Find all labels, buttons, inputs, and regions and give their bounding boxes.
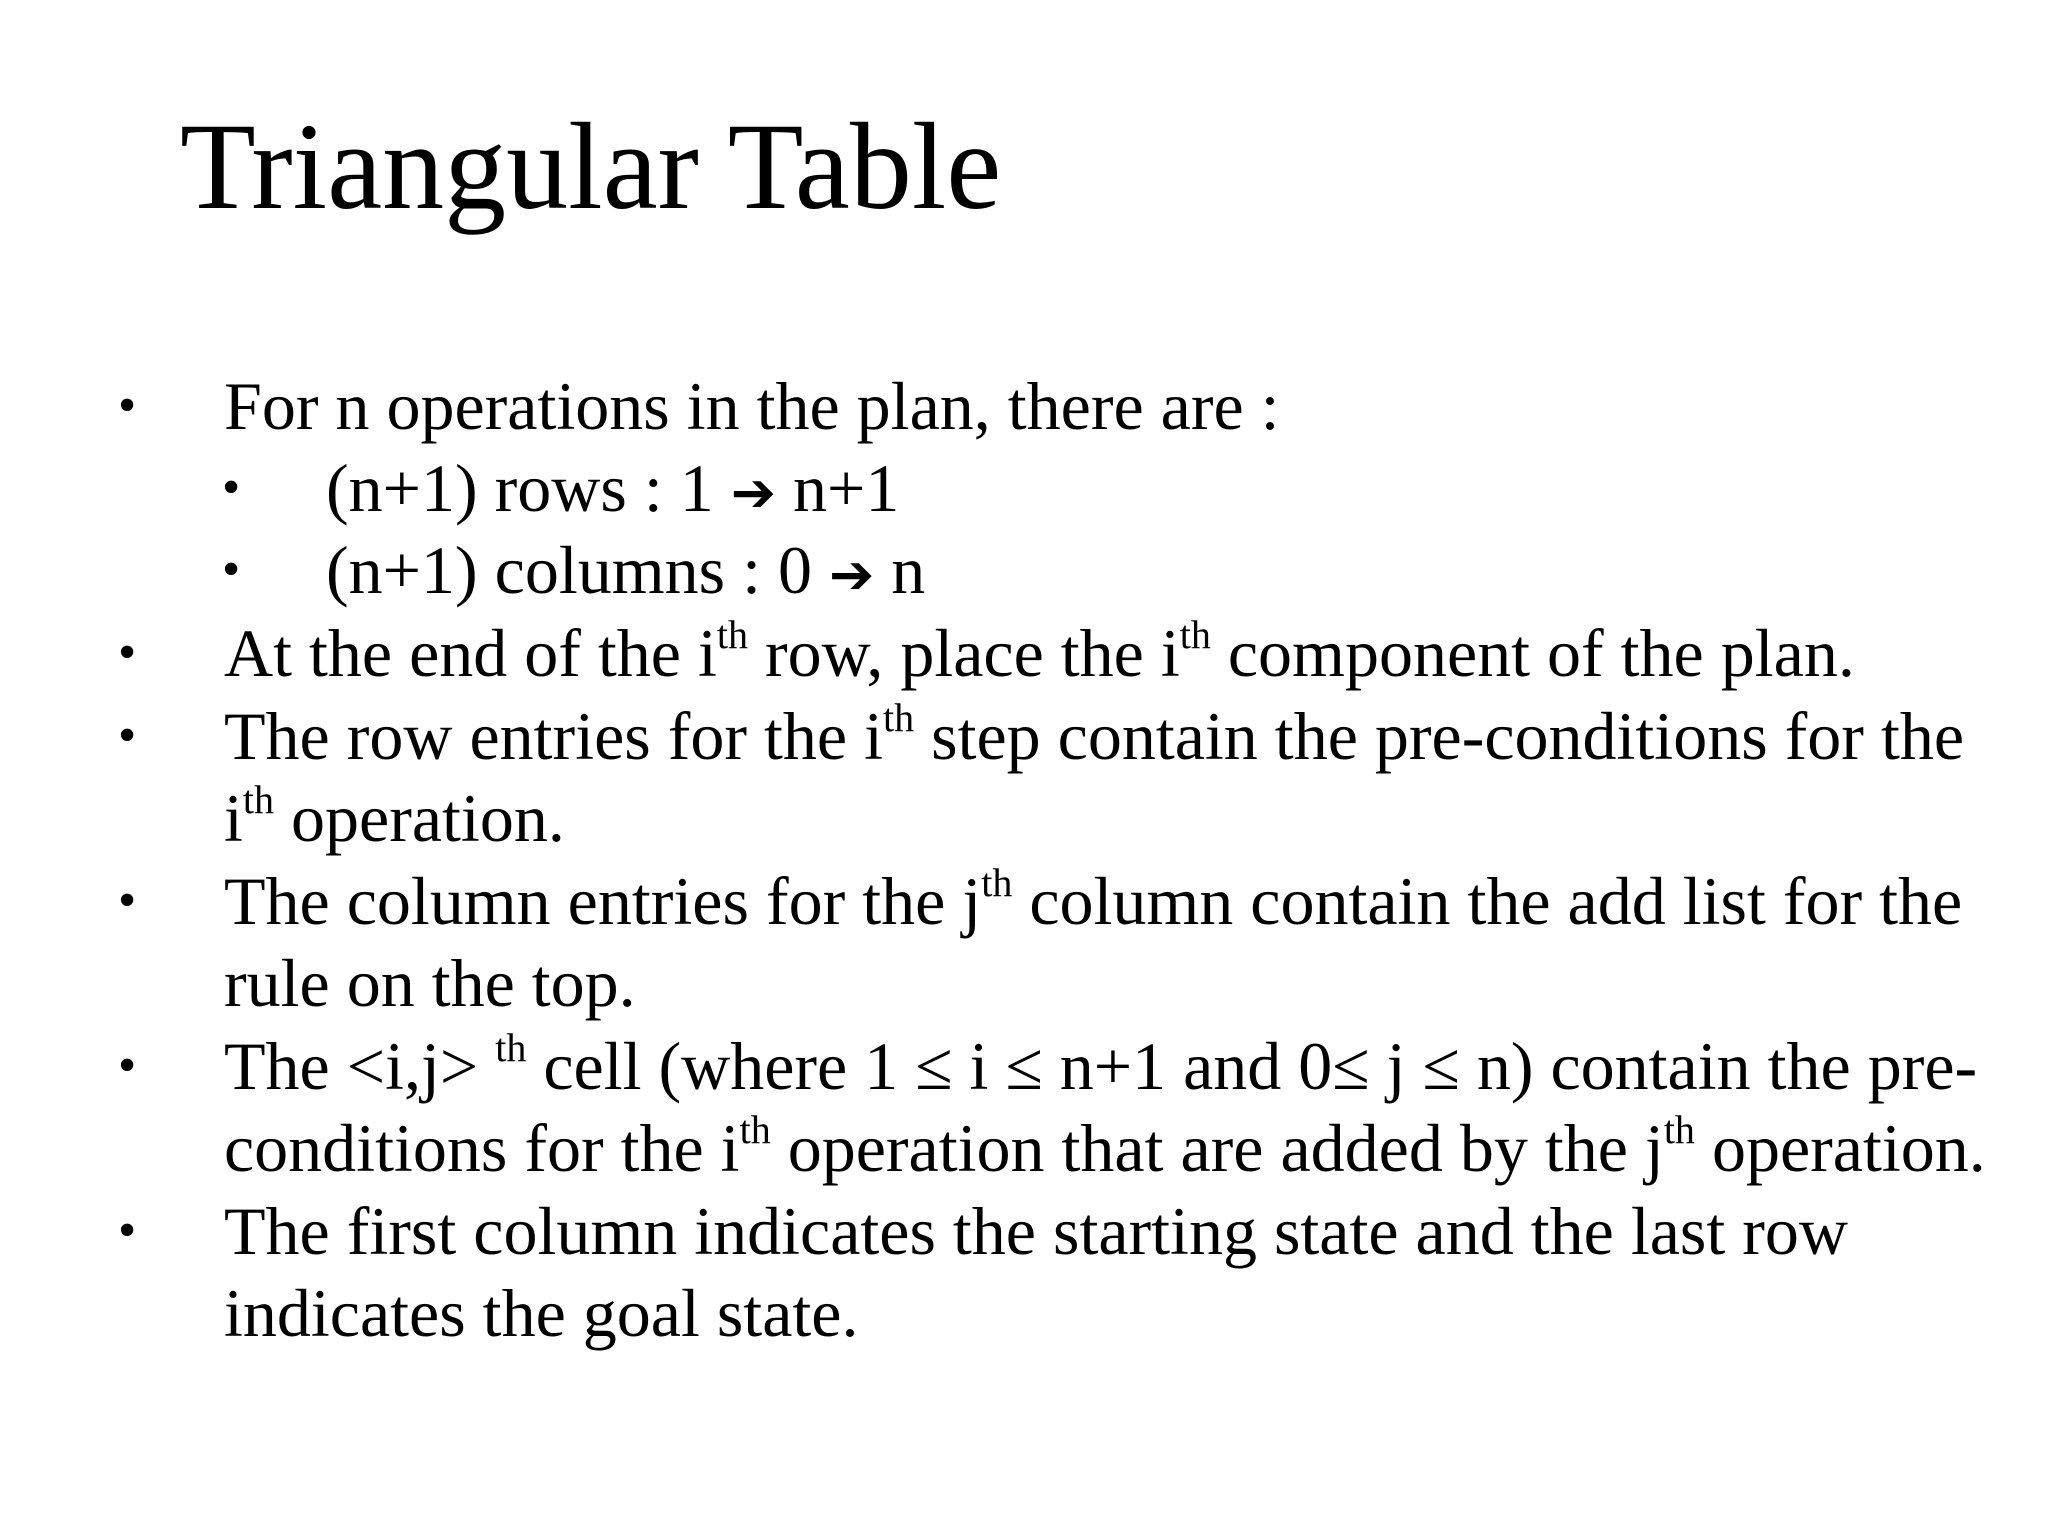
text-run: i xyxy=(224,780,243,856)
arrow-right-icon: ➔ xyxy=(730,461,776,524)
text-run: operation. xyxy=(274,780,565,856)
bullet-2-text xyxy=(224,612,1855,691)
sub-bullet-columns-left: (n+1) columns : 0 xyxy=(326,532,812,608)
text-run: The column entries for the j xyxy=(224,863,982,939)
text-run: row, place the i xyxy=(748,615,1180,691)
superscript: th xyxy=(882,695,915,740)
bullet-marker: • xyxy=(118,624,137,681)
bullet-4-text-line-1 xyxy=(224,860,1963,939)
bullet-6-text-line-1: The first column indicates the starting state and the last row xyxy=(224,1193,1848,1269)
text-run: operation. xyxy=(1694,1110,1986,1186)
text-run: step contain the pre-conditions for the xyxy=(914,698,1965,774)
bullet-1-text: For n operations in the plan, there are : xyxy=(224,368,1280,444)
bullet-marker: • xyxy=(118,872,137,929)
text-run: cell (where 1 ≤ i ≤ n+1 and 0≤ j ≤ n) contain the pre- xyxy=(526,1028,1978,1104)
superscript: th xyxy=(242,777,275,822)
superscript: th xyxy=(495,1025,527,1070)
bullet-5-text-line-2 xyxy=(224,1107,1986,1186)
superscript: th xyxy=(716,612,748,657)
bullet-3-text-line-2 xyxy=(224,777,565,856)
bullet-6-text-line-2: indicates the goal state. xyxy=(224,1275,859,1351)
superscript: th xyxy=(1179,612,1211,657)
sub-bullet-marker: • xyxy=(222,541,241,598)
superscript: th xyxy=(1663,1107,1695,1152)
sub-bullet-columns xyxy=(326,532,926,608)
superscript: th xyxy=(739,1107,771,1152)
text-run: operation that are added by the j xyxy=(770,1110,1664,1186)
sub-bullet-rows-right: n+1 xyxy=(793,450,900,526)
sub-bullet-rows xyxy=(326,450,900,526)
text-run: component of the plan. xyxy=(1210,615,1855,691)
arrow-right-icon: ➔ xyxy=(828,543,875,606)
sub-bullet-marker: • xyxy=(222,459,241,516)
sub-bullet-rows-left: (n+1) rows : 1 xyxy=(326,450,714,526)
bullet-4-text-line-2: rule on the top. xyxy=(224,945,636,1021)
bullet-3-text-line-1 xyxy=(224,695,1965,774)
bullet-marker: • xyxy=(118,707,137,764)
slide-title: Triangular Table xyxy=(180,98,1002,235)
text-run: The <i,j> xyxy=(224,1028,496,1104)
bullet-5-text-line-1 xyxy=(224,1025,1978,1104)
bullet-marker: • xyxy=(118,1202,137,1259)
text-run: The row entries for the i xyxy=(224,698,883,774)
sub-bullet-columns-right: n xyxy=(891,532,926,608)
text-run: column contain the add list for the xyxy=(1012,863,1963,939)
text-run: At the end of the i xyxy=(224,615,717,691)
superscript: th xyxy=(981,860,1013,905)
bullet-marker: • xyxy=(118,377,137,434)
text-run: conditions for the i xyxy=(224,1110,740,1186)
bullet-marker: • xyxy=(118,1037,137,1094)
